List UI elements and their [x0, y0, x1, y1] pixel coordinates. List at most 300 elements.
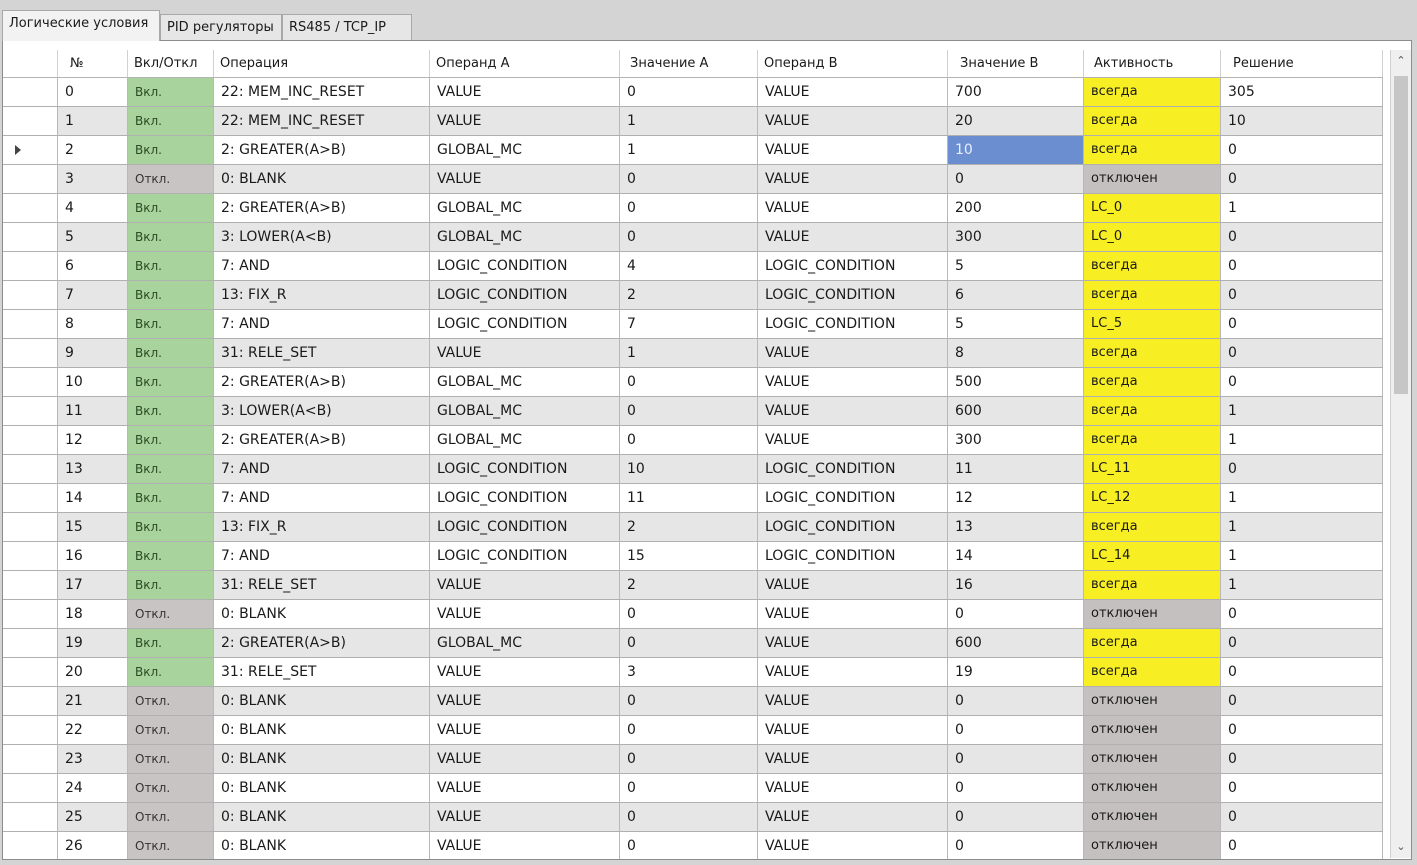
cell-operation[interactable]: 7: AND	[214, 252, 430, 280]
row-selector[interactable]	[3, 165, 58, 193]
cell-activity[interactable]: отключен	[1084, 745, 1221, 773]
cell-value-b[interactable]: 8	[948, 339, 1084, 367]
table-row[interactable]	[3, 194, 1383, 223]
cell-operation[interactable]: 3: LOWER(A<B)	[214, 223, 430, 251]
cell-num[interactable]: 13	[58, 455, 128, 483]
cell-num[interactable]: 6	[58, 252, 128, 280]
row-selector[interactable]	[3, 426, 58, 454]
cell-value-a[interactable]: 0	[620, 397, 758, 425]
cell-value-b[interactable]: 6	[948, 281, 1084, 309]
cell-operand-b[interactable]: VALUE	[758, 687, 948, 715]
cell-operand-b[interactable]: VALUE	[758, 745, 948, 773]
cell-operand-a[interactable]: GLOBAL_MC	[430, 397, 620, 425]
cell-value-b[interactable]: 10	[948, 136, 1084, 164]
tab-pid-regulators[interactable]: PID регуляторы	[160, 14, 282, 40]
row-selector[interactable]	[3, 136, 58, 164]
cell-operand-b[interactable]: VALUE	[758, 600, 948, 628]
cell-result[interactable]: 0	[1221, 252, 1383, 280]
cell-num[interactable]: 22	[58, 716, 128, 744]
cell-result[interactable]: 1	[1221, 397, 1383, 425]
cell-value-b[interactable]: 0	[948, 832, 1084, 860]
cell-enabled[interactable]: Вкл.	[128, 78, 214, 106]
row-selector[interactable]	[3, 629, 58, 657]
cell-value-b[interactable]: 200	[948, 194, 1084, 222]
cell-result[interactable]: 0	[1221, 803, 1383, 831]
cell-operand-a[interactable]: GLOBAL_MC	[430, 426, 620, 454]
cell-activity[interactable]: всегда	[1084, 571, 1221, 599]
cell-num[interactable]: 5	[58, 223, 128, 251]
cell-operation[interactable]: 2: GREATER(A>B)	[214, 368, 430, 396]
cell-result[interactable]: 1	[1221, 484, 1383, 512]
row-selector[interactable]	[3, 368, 58, 396]
row-selector[interactable]	[3, 513, 58, 541]
cell-enabled[interactable]: Откл.	[128, 716, 214, 744]
cell-enabled[interactable]: Откл.	[128, 774, 214, 802]
table-row[interactable]	[3, 745, 1383, 774]
row-selector[interactable]	[3, 107, 58, 135]
cell-operand-b[interactable]: VALUE	[758, 774, 948, 802]
cell-num[interactable]: 11	[58, 397, 128, 425]
cell-operand-b[interactable]: VALUE	[758, 107, 948, 135]
cell-activity[interactable]: LC_5	[1084, 310, 1221, 338]
row-selector[interactable]	[3, 832, 58, 860]
table-row[interactable]	[3, 368, 1383, 397]
cell-num[interactable]: 24	[58, 774, 128, 802]
cell-operand-b[interactable]: VALUE	[758, 716, 948, 744]
cell-enabled[interactable]: Вкл.	[128, 252, 214, 280]
cell-result[interactable]: 1	[1221, 426, 1383, 454]
cell-value-b[interactable]: 600	[948, 397, 1084, 425]
row-selector[interactable]	[3, 339, 58, 367]
cell-enabled[interactable]: Вкл.	[128, 368, 214, 396]
cell-operand-b[interactable]: VALUE	[758, 194, 948, 222]
cell-result[interactable]: 1	[1221, 542, 1383, 570]
chevron-up-icon[interactable]: ⌃	[1396, 54, 1406, 67]
cell-num[interactable]: 1	[58, 107, 128, 135]
table-row[interactable]	[3, 600, 1383, 629]
cell-operand-b[interactable]: VALUE	[758, 223, 948, 251]
cell-operation[interactable]: 13: FIX_R	[214, 513, 430, 541]
tab-logic-conditions[interactable]: Логические условия	[2, 10, 160, 41]
cell-value-b[interactable]: 0	[948, 165, 1084, 193]
table-row[interactable]	[3, 107, 1383, 136]
cell-result[interactable]: 0	[1221, 165, 1383, 193]
cell-enabled[interactable]: Вкл.	[128, 136, 214, 164]
cell-enabled[interactable]: Вкл.	[128, 658, 214, 686]
cell-operand-b[interactable]: LOGIC_CONDITION	[758, 484, 948, 512]
cell-num[interactable]: 17	[58, 571, 128, 599]
cell-value-b[interactable]: 500	[948, 368, 1084, 396]
cell-value-a[interactable]: 7	[620, 310, 758, 338]
cell-activity[interactable]: LC_14	[1084, 542, 1221, 570]
row-selector[interactable]	[3, 600, 58, 628]
cell-operand-a[interactable]: VALUE	[430, 339, 620, 367]
cell-enabled[interactable]: Вкл.	[128, 223, 214, 251]
table-row[interactable]	[3, 774, 1383, 803]
cell-result[interactable]: 1	[1221, 571, 1383, 599]
cell-activity[interactable]: всегда	[1084, 78, 1221, 106]
cell-activity[interactable]: всегда	[1084, 426, 1221, 454]
cell-num[interactable]: 3	[58, 165, 128, 193]
cell-num[interactable]: 12	[58, 426, 128, 454]
cell-operation[interactable]: 2: GREATER(A>B)	[214, 629, 430, 657]
cell-operand-b[interactable]: LOGIC_CONDITION	[758, 252, 948, 280]
cell-operation[interactable]: 0: BLANK	[214, 687, 430, 715]
header-value-b[interactable]: Значение В	[948, 50, 1084, 77]
cell-operand-b[interactable]: LOGIC_CONDITION	[758, 281, 948, 309]
cell-enabled[interactable]: Откл.	[128, 600, 214, 628]
cell-result[interactable]: 10	[1221, 107, 1383, 135]
cell-operand-b[interactable]: LOGIC_CONDITION	[758, 310, 948, 338]
row-selector[interactable]	[3, 571, 58, 599]
table-row[interactable]	[3, 397, 1383, 426]
header-num[interactable]: №	[58, 50, 128, 77]
cell-operand-a[interactable]: VALUE	[430, 745, 620, 773]
cell-operation[interactable]: 0: BLANK	[214, 745, 430, 773]
cell-activity[interactable]: всегда	[1084, 629, 1221, 657]
row-selector[interactable]	[3, 774, 58, 802]
row-selector[interactable]	[3, 397, 58, 425]
cell-activity[interactable]: LC_0	[1084, 223, 1221, 251]
cell-result[interactable]: 0	[1221, 658, 1383, 686]
cell-activity[interactable]: отключен	[1084, 774, 1221, 802]
cell-activity[interactable]: всегда	[1084, 281, 1221, 309]
cell-enabled[interactable]: Вкл.	[128, 397, 214, 425]
row-selector[interactable]	[3, 455, 58, 483]
row-selector[interactable]	[3, 310, 58, 338]
cell-operand-a[interactable]: VALUE	[430, 600, 620, 628]
cell-activity[interactable]: всегда	[1084, 658, 1221, 686]
header-operation[interactable]: Операция	[214, 50, 430, 77]
cell-activity[interactable]: всегда	[1084, 136, 1221, 164]
cell-activity[interactable]: всегда	[1084, 513, 1221, 541]
cell-operand-b[interactable]: VALUE	[758, 426, 948, 454]
cell-result[interactable]: 0	[1221, 339, 1383, 367]
cell-operation[interactable]: 7: AND	[214, 310, 430, 338]
cell-result[interactable]: 1	[1221, 513, 1383, 541]
cell-operation[interactable]: 22: MEM_INC_RESET	[214, 107, 430, 135]
cell-value-a[interactable]: 0	[620, 78, 758, 106]
cell-value-b[interactable]: 700	[948, 78, 1084, 106]
cell-operation[interactable]: 22: MEM_INC_RESET	[214, 78, 430, 106]
header-operand-b[interactable]: Операнд В	[758, 50, 948, 77]
cell-operand-a[interactable]: VALUE	[430, 832, 620, 860]
cell-operation[interactable]: 7: AND	[214, 455, 430, 483]
cell-operand-b[interactable]: VALUE	[758, 165, 948, 193]
cell-activity[interactable]: отключен	[1084, 716, 1221, 744]
cell-value-a[interactable]: 0	[620, 745, 758, 773]
cell-num[interactable]: 21	[58, 687, 128, 715]
chevron-down-icon[interactable]: ⌄	[1396, 840, 1406, 853]
cell-value-b[interactable]: 11	[948, 455, 1084, 483]
cell-result[interactable]: 0	[1221, 223, 1383, 251]
table-row[interactable]	[3, 629, 1383, 658]
cell-result[interactable]: 0	[1221, 745, 1383, 773]
table-row[interactable]	[3, 426, 1383, 455]
cell-enabled[interactable]: Откл.	[128, 687, 214, 715]
cell-enabled[interactable]: Вкл.	[128, 107, 214, 135]
cell-operation[interactable]: 0: BLANK	[214, 716, 430, 744]
row-selector[interactable]	[3, 194, 58, 222]
cell-operand-b[interactable]: VALUE	[758, 368, 948, 396]
cell-activity[interactable]: всегда	[1084, 339, 1221, 367]
cell-value-b[interactable]: 0	[948, 687, 1084, 715]
cell-value-a[interactable]: 0	[620, 803, 758, 831]
cell-enabled[interactable]: Вкл.	[128, 310, 214, 338]
cell-num[interactable]: 15	[58, 513, 128, 541]
cell-value-a[interactable]: 1	[620, 136, 758, 164]
cell-value-a[interactable]: 0	[620, 223, 758, 251]
cell-operand-a[interactable]: LOGIC_CONDITION	[430, 455, 620, 483]
cell-operand-a[interactable]: VALUE	[430, 107, 620, 135]
cell-num[interactable]: 2	[58, 136, 128, 164]
cell-operand-a[interactable]: GLOBAL_MC	[430, 629, 620, 657]
cell-result[interactable]: 0	[1221, 281, 1383, 309]
row-selector[interactable]	[3, 281, 58, 309]
cell-operand-a[interactable]: VALUE	[430, 687, 620, 715]
cell-enabled[interactable]: Вкл.	[128, 281, 214, 309]
cell-value-b[interactable]: 600	[948, 629, 1084, 657]
cell-result[interactable]: 0	[1221, 136, 1383, 164]
cell-operand-a[interactable]: GLOBAL_MC	[430, 368, 620, 396]
cell-operation[interactable]: 7: AND	[214, 542, 430, 570]
cell-value-b[interactable]: 13	[948, 513, 1084, 541]
cell-enabled[interactable]: Вкл.	[128, 513, 214, 541]
scrollbar-thumb[interactable]	[1394, 76, 1408, 394]
cell-activity[interactable]: отключен	[1084, 803, 1221, 831]
row-selector[interactable]	[3, 252, 58, 280]
cell-operand-a[interactable]: VALUE	[430, 716, 620, 744]
table-row[interactable]	[3, 455, 1383, 484]
cell-operand-a[interactable]: LOGIC_CONDITION	[430, 542, 620, 570]
cell-num[interactable]: 9	[58, 339, 128, 367]
header-activity[interactable]: Активность	[1084, 50, 1221, 77]
cell-operand-b[interactable]: VALUE	[758, 629, 948, 657]
cell-operand-a[interactable]: VALUE	[430, 78, 620, 106]
cell-operand-b[interactable]: VALUE	[758, 832, 948, 860]
cell-result[interactable]: 0	[1221, 687, 1383, 715]
header-enabled[interactable]: Вкл/Откл	[128, 50, 214, 77]
cell-operation[interactable]: 3: LOWER(A<B)	[214, 397, 430, 425]
cell-num[interactable]: 16	[58, 542, 128, 570]
cell-enabled[interactable]: Откл.	[128, 803, 214, 831]
cell-operation[interactable]: 7: AND	[214, 484, 430, 512]
table-row[interactable]	[3, 484, 1383, 513]
cell-result[interactable]: 0	[1221, 310, 1383, 338]
cell-enabled[interactable]: Вкл.	[128, 194, 214, 222]
table-row[interactable]	[3, 310, 1383, 339]
cell-activity[interactable]: отключен	[1084, 832, 1221, 860]
cell-result[interactable]: 0	[1221, 629, 1383, 657]
cell-value-a[interactable]: 0	[620, 629, 758, 657]
cell-value-b[interactable]: 12	[948, 484, 1084, 512]
cell-num[interactable]: 20	[58, 658, 128, 686]
cell-num[interactable]: 23	[58, 745, 128, 773]
row-selector[interactable]	[3, 687, 58, 715]
cell-enabled[interactable]: Вкл.	[128, 542, 214, 570]
cell-activity[interactable]: отключен	[1084, 165, 1221, 193]
cell-value-b[interactable]: 0	[948, 600, 1084, 628]
cell-operand-a[interactable]: LOGIC_CONDITION	[430, 281, 620, 309]
cell-value-b[interactable]: 14	[948, 542, 1084, 570]
cell-num[interactable]: 10	[58, 368, 128, 396]
cell-result[interactable]: 0	[1221, 832, 1383, 860]
cell-value-b[interactable]: 0	[948, 745, 1084, 773]
table-row[interactable]	[3, 803, 1383, 832]
cell-enabled[interactable]: Вкл.	[128, 571, 214, 599]
table-row[interactable]	[3, 513, 1383, 542]
cell-operation[interactable]: 13: FIX_R	[214, 281, 430, 309]
table-row[interactable]	[3, 339, 1383, 368]
table-row[interactable]	[3, 542, 1383, 571]
cell-activity[interactable]: LC_0	[1084, 194, 1221, 222]
vertical-scrollbar[interactable]	[1390, 50, 1411, 858]
cell-operand-a[interactable]: VALUE	[430, 658, 620, 686]
cell-enabled[interactable]: Вкл.	[128, 426, 214, 454]
cell-value-a[interactable]: 0	[620, 194, 758, 222]
cell-operand-a[interactable]: VALUE	[430, 803, 620, 831]
cell-operation[interactable]: 31: RELE_SET	[214, 658, 430, 686]
cell-result[interactable]: 1	[1221, 194, 1383, 222]
cell-activity[interactable]: LC_12	[1084, 484, 1221, 512]
cell-value-b[interactable]: 16	[948, 571, 1084, 599]
cell-value-a[interactable]: 0	[620, 600, 758, 628]
cell-value-a[interactable]: 2	[620, 571, 758, 599]
table-row[interactable]	[3, 687, 1383, 716]
cell-enabled[interactable]: Вкл.	[128, 484, 214, 512]
table-row[interactable]	[3, 136, 1383, 165]
header-operand-a[interactable]: Операнд А	[430, 50, 620, 77]
cell-value-a[interactable]: 3	[620, 658, 758, 686]
cell-value-a[interactable]: 11	[620, 484, 758, 512]
cell-num[interactable]: 4	[58, 194, 128, 222]
table-row[interactable]	[3, 165, 1383, 194]
cell-operand-b[interactable]: VALUE	[758, 803, 948, 831]
cell-operand-a[interactable]: LOGIC_CONDITION	[430, 513, 620, 541]
cell-operand-a[interactable]: LOGIC_CONDITION	[430, 484, 620, 512]
cell-operand-b[interactable]: VALUE	[758, 397, 948, 425]
cell-operand-a[interactable]: GLOBAL_MC	[430, 223, 620, 251]
header-result[interactable]: Решение	[1221, 50, 1383, 77]
cell-operand-a[interactable]: VALUE	[430, 165, 620, 193]
cell-result[interactable]: 0	[1221, 716, 1383, 744]
cell-operand-b[interactable]: VALUE	[758, 78, 948, 106]
row-selector[interactable]	[3, 658, 58, 686]
cell-num[interactable]: 25	[58, 803, 128, 831]
cell-value-b[interactable]: 0	[948, 716, 1084, 744]
cell-value-a[interactable]: 4	[620, 252, 758, 280]
cell-operand-a[interactable]: GLOBAL_MC	[430, 194, 620, 222]
cell-value-a[interactable]: 10	[620, 455, 758, 483]
cell-operation[interactable]: 31: RELE_SET	[214, 571, 430, 599]
row-selector[interactable]	[3, 484, 58, 512]
cell-num[interactable]: 14	[58, 484, 128, 512]
cell-result[interactable]: 0	[1221, 455, 1383, 483]
cell-enabled[interactable]: Откл.	[128, 165, 214, 193]
row-selector[interactable]	[3, 78, 58, 106]
cell-activity[interactable]: отключен	[1084, 687, 1221, 715]
cell-operand-b[interactable]: LOGIC_CONDITION	[758, 513, 948, 541]
cell-operand-b[interactable]: LOGIC_CONDITION	[758, 542, 948, 570]
cell-operand-a[interactable]: VALUE	[430, 774, 620, 802]
table-row[interactable]	[3, 832, 1383, 860]
cell-value-a[interactable]: 0	[620, 716, 758, 744]
table-row[interactable]	[3, 252, 1383, 281]
cell-value-b[interactable]: 300	[948, 426, 1084, 454]
cell-num[interactable]: 8	[58, 310, 128, 338]
cell-operand-a[interactable]: VALUE	[430, 571, 620, 599]
cell-activity[interactable]: всегда	[1084, 397, 1221, 425]
cell-value-a[interactable]: 0	[620, 368, 758, 396]
cell-activity[interactable]: LC_11	[1084, 455, 1221, 483]
cell-operation[interactable]: 2: GREATER(A>B)	[214, 426, 430, 454]
cell-value-b[interactable]: 5	[948, 310, 1084, 338]
cell-operand-b[interactable]: VALUE	[758, 658, 948, 686]
cell-value-a[interactable]: 0	[620, 832, 758, 860]
cell-activity[interactable]: всегда	[1084, 252, 1221, 280]
cell-value-a[interactable]: 1	[620, 339, 758, 367]
row-selector[interactable]	[3, 745, 58, 773]
cell-num[interactable]: 26	[58, 832, 128, 860]
cell-value-b[interactable]: 300	[948, 223, 1084, 251]
cell-operand-b[interactable]: VALUE	[758, 339, 948, 367]
cell-operand-a[interactable]: LOGIC_CONDITION	[430, 310, 620, 338]
cell-operation[interactable]: 0: BLANK	[214, 803, 430, 831]
cell-value-b[interactable]: 0	[948, 803, 1084, 831]
cell-operation[interactable]: 31: RELE_SET	[214, 339, 430, 367]
cell-result[interactable]: 305	[1221, 78, 1383, 106]
cell-value-b[interactable]: 20	[948, 107, 1084, 135]
table-row[interactable]	[3, 658, 1383, 687]
cell-enabled[interactable]: Вкл.	[128, 455, 214, 483]
cell-result[interactable]: 0	[1221, 774, 1383, 802]
cell-value-a[interactable]: 0	[620, 774, 758, 802]
cell-operand-b[interactable]: LOGIC_CONDITION	[758, 455, 948, 483]
table-row[interactable]	[3, 716, 1383, 745]
cell-value-b[interactable]: 5	[948, 252, 1084, 280]
row-selector[interactable]	[3, 542, 58, 570]
cell-value-a[interactable]: 1	[620, 107, 758, 135]
row-selector[interactable]	[3, 716, 58, 744]
cell-num[interactable]: 19	[58, 629, 128, 657]
cell-activity[interactable]: отключен	[1084, 600, 1221, 628]
cell-value-a[interactable]: 2	[620, 513, 758, 541]
cell-operand-a[interactable]: LOGIC_CONDITION	[430, 252, 620, 280]
cell-operand-b[interactable]: VALUE	[758, 136, 948, 164]
cell-result[interactable]: 0	[1221, 368, 1383, 396]
table-row[interactable]	[3, 571, 1383, 600]
cell-activity[interactable]: всегда	[1084, 368, 1221, 396]
cell-operand-b[interactable]: VALUE	[758, 571, 948, 599]
cell-operation[interactable]: 2: GREATER(A>B)	[214, 194, 430, 222]
cell-num[interactable]: 7	[58, 281, 128, 309]
row-selector[interactable]	[3, 223, 58, 251]
table-row[interactable]	[3, 223, 1383, 252]
cell-enabled[interactable]: Вкл.	[128, 339, 214, 367]
cell-value-a[interactable]: 2	[620, 281, 758, 309]
cell-value-a[interactable]: 15	[620, 542, 758, 570]
cell-value-a[interactable]: 0	[620, 165, 758, 193]
cell-operation[interactable]: 0: BLANK	[214, 165, 430, 193]
cell-value-b[interactable]: 19	[948, 658, 1084, 686]
header-value-a[interactable]: Значение А	[620, 50, 758, 77]
cell-enabled[interactable]: Вкл.	[128, 629, 214, 657]
cell-value-b[interactable]: 0	[948, 774, 1084, 802]
row-selector[interactable]	[3, 803, 58, 831]
cell-operation[interactable]: 0: BLANK	[214, 600, 430, 628]
cell-value-a[interactable]: 0	[620, 426, 758, 454]
cell-enabled[interactable]: Откл.	[128, 745, 214, 773]
